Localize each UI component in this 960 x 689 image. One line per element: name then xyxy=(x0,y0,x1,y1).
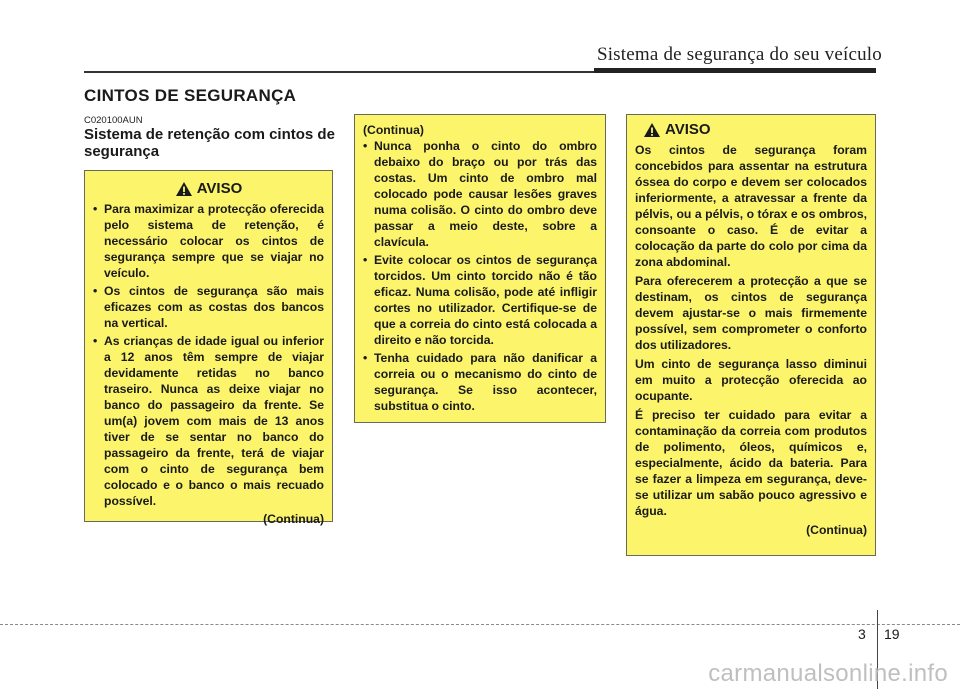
footer-rule xyxy=(0,624,960,625)
paragraph: Para oferecerem a protecção a que se destinam, os cintos de segurança devem ajustar-se o mais firmemente possível, sem comprometer o conforto dos utilizadores. xyxy=(635,274,867,352)
continued-note: (Continua) xyxy=(263,512,324,526)
warning-box-2 xyxy=(354,114,606,423)
paragraph: Um cinto de segurança lasso diminui em muito a protecção oferecida ao ocupante. xyxy=(635,357,867,403)
warning-label: AVISO xyxy=(196,180,243,197)
header-rule xyxy=(84,71,594,73)
chapter-number: 3 xyxy=(858,626,866,642)
page-number: 19 xyxy=(884,626,900,642)
section-subtitle: Sistema de retenção com cintos de segurança xyxy=(84,126,335,160)
warning-triangle-icon xyxy=(175,181,193,197)
warning-box-1 xyxy=(84,170,333,526)
warning-triangle-icon xyxy=(643,122,661,138)
warning-heading xyxy=(93,181,324,197)
list-item: • Nunca ponha o cinto do ombro debaixo do braço ou por trás das costas. Um cinto de ombro mal colocado pode causar lesões graves numa colisão. O cinto do ombro deve passar a meio deste, sobre a clavícula. xyxy=(363,139,597,249)
warning-box-3 xyxy=(626,114,876,556)
running-header-title: Sistema de segurança do seu veículo xyxy=(596,44,882,65)
watermark: carmanualsonline.info xyxy=(708,660,948,687)
paragraph: É preciso ter cuidado para evitar a contaminação da correia com produtos de polimento, óleos, químicos e, especialmente, ácido da bateria. Para se fazer a limpeza em segurança, deve-se utilizar um sabão pouco agressivo e água. xyxy=(635,408,867,518)
header-rule-accent xyxy=(594,68,876,73)
continued-note: (Continua) xyxy=(806,523,867,537)
list-item: • Os cintos de segurança são mais eficazes com as costas dos bancos na vertical. xyxy=(93,284,324,330)
paragraph: Os cintos de segurança foram concebidos para assentar na estrutura óssea do corpo e devem ser colocados inferiormente, a atravessar a frente da pélvis, ou a pélvis, o tórax e os ombros, consoante o caso. É de evitar a colocação da parte do colo por cima da zona abdominal. xyxy=(635,143,867,269)
list-item: • Para maximizar a protecção oferecida pelo sistema de retenção, é necessário colocar os cintos de segurança sempre que se viajar no veículo. xyxy=(93,202,324,280)
list-item: • As crianças de idade igual ou inferior a 12 anos têm sempre de viajar devidamente retidas no banco traseiro. Nunca as deixe viajar no banco do passageiro da frente. Se um(a) jovem com mais de 13 anos tiver de se sentar no banco do passageiro da frente, terá de viajar com o cinto de segurança bem colocado e o banco o mais recuado possível. xyxy=(93,334,324,508)
section-code: C020100AUN xyxy=(84,115,143,126)
continued-note: (Continua) xyxy=(363,123,424,137)
list-item: • Tenha cuidado para não danificar a correia ou o mecanismo do cinto de segurança. Se isso acontecer, substitua o cinto. xyxy=(363,351,597,413)
list-item: • Evite colocar os cintos de segurança torcidos. Um cinto torcido não é tão eficaz. Numa colisão, pode até infligir cortes no utilizador. Certifique-se de que a correia do cinto está colocada a direito e não torcida. xyxy=(363,253,597,347)
warning-heading xyxy=(635,122,867,138)
warning-label: AVISO xyxy=(665,121,711,138)
section-title: CINTOS DE SEGURANÇA xyxy=(84,86,297,105)
